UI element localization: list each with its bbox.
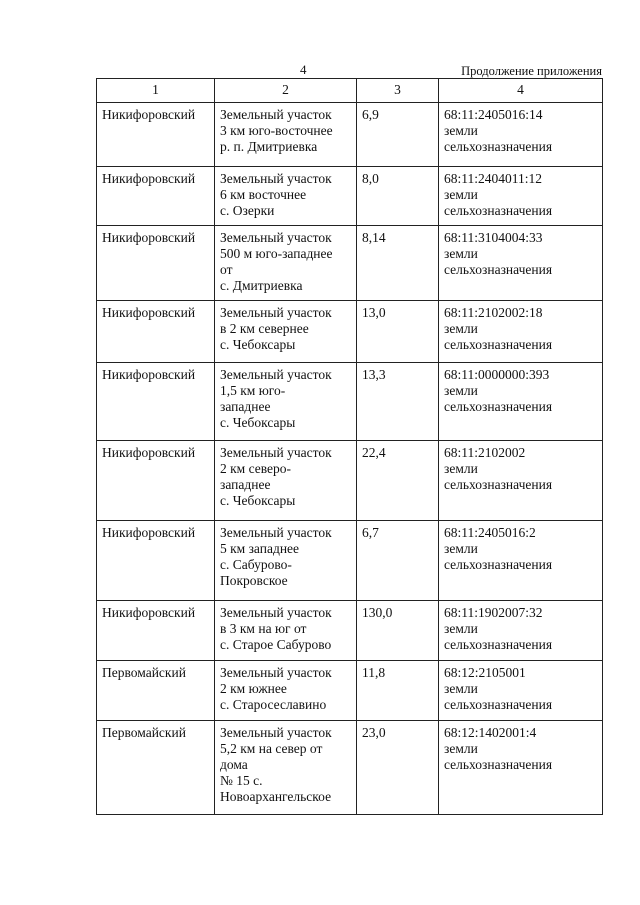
cadastral-cell (439, 601, 603, 661)
table-row (97, 301, 603, 363)
description-line: 500 м юго-западнее (220, 246, 333, 261)
description-cell (215, 363, 357, 441)
description-line: с. Чебоксары (220, 415, 296, 430)
cadastral-cell (439, 363, 603, 441)
cadastral-line: земли (444, 246, 478, 261)
description-line: Земельный участок (220, 107, 332, 122)
table-body (97, 103, 603, 815)
cadastral-line: 68:11:2102002:18 (444, 305, 543, 320)
area-cell: 8,14 (357, 226, 439, 301)
cadastral-line: земли (444, 321, 478, 336)
district-cell: Никифоровский (97, 363, 215, 441)
description-line: Новоархангельское (220, 789, 332, 804)
description-line: от (220, 262, 233, 277)
description-line: с. Сабурово- (220, 557, 292, 572)
area-cell: 11,8 (357, 661, 439, 721)
cadastral-cell (439, 226, 603, 301)
description-line: дома (220, 757, 248, 772)
cadastral-line: сельхозназначения (444, 262, 553, 277)
description-line: западнее (220, 477, 271, 492)
description-line: Земельный участок (220, 171, 332, 186)
description-line: 5,2 км на север от (220, 741, 323, 756)
area-cell: 130,0 (357, 601, 439, 661)
description-line: р. п. Дмитриевка (220, 139, 318, 154)
district-cell: Никифоровский (97, 301, 215, 363)
cadastral-line: 68:11:2405016:2 (444, 525, 536, 540)
district-cell: Никифоровский (97, 103, 215, 167)
cadastral-line: сельхозназначения (444, 203, 553, 218)
column-header-1: 1 (97, 79, 215, 103)
table-row (97, 721, 603, 815)
area-cell: 13,3 (357, 363, 439, 441)
district-cell: Первомайский (97, 661, 215, 721)
description-cell (215, 301, 357, 363)
area-cell: 13,0 (357, 301, 439, 363)
cadastral-line: земли (444, 621, 478, 636)
cadastral-line: земли (444, 383, 478, 398)
table-row (97, 601, 603, 661)
cadastral-cell (439, 301, 603, 363)
table-row (97, 103, 603, 167)
cadastral-line: 68:12:2105001 (444, 665, 526, 680)
cadastral-line: земли (444, 681, 478, 696)
description-line: с. Старосеславино (220, 697, 327, 712)
description-line: с. Чебоксары (220, 493, 296, 508)
area-cell: 8,0 (357, 167, 439, 226)
cadastral-line: сельхозназначения (444, 337, 553, 352)
description-cell (215, 521, 357, 601)
district-cell: Первомайский (97, 721, 215, 815)
cadastral-line: сельхозназначения (444, 139, 553, 154)
table-row (97, 521, 603, 601)
description-line: с. Чебоксары (220, 337, 296, 352)
description-line: Земельный участок (220, 230, 332, 245)
cadastral-line: земли (444, 461, 478, 476)
description-line: 1,5 км юго- (220, 383, 286, 398)
area-cell: 6,9 (357, 103, 439, 167)
description-line: 5 км западнее (220, 541, 300, 556)
table-row (97, 226, 603, 301)
table-row (97, 363, 603, 441)
cadastral-line: земли (444, 187, 478, 202)
description-line: 3 км юго-восточнее (220, 123, 333, 138)
description-cell (215, 167, 357, 226)
cadastral-line: 68:11:2405016:14 (444, 107, 543, 122)
table-row (97, 441, 603, 521)
description-line: с. Озерки (220, 203, 275, 218)
description-cell (215, 601, 357, 661)
district-cell: Никифоровский (97, 521, 215, 601)
table-row (97, 167, 603, 226)
cadastral-line: 68:11:0000000:393 (444, 367, 550, 382)
cadastral-line: 68:11:2102002 (444, 445, 526, 460)
description-line: № 15 с. (220, 773, 263, 788)
district-cell: Никифоровский (97, 167, 215, 226)
land-plots-table (96, 78, 603, 815)
description-line: Земельный участок (220, 367, 332, 382)
description-line: западнее (220, 399, 271, 414)
cadastral-line: 68:12:1402001:4 (444, 725, 537, 740)
description-line: Земельный участок (220, 605, 332, 620)
cadastral-line: земли (444, 123, 478, 138)
area-cell: 22,4 (357, 441, 439, 521)
cadastral-line: сельхозназначения (444, 399, 553, 414)
cadastral-cell (439, 661, 603, 721)
district-cell: Никифоровский (97, 226, 215, 301)
column-header-2: 2 (215, 79, 357, 103)
description-line: 2 км южнее (220, 681, 287, 696)
description-line: Земельный участок (220, 525, 332, 540)
description-line: в 3 км на юг от (220, 621, 307, 636)
description-line: 6 км восточнее (220, 187, 307, 202)
page-number: 4 (300, 62, 307, 77)
description-line: с. Старое Сабурово (220, 637, 332, 652)
cadastral-line: сельхозназначения (444, 637, 553, 652)
description-cell (215, 441, 357, 521)
description-cell (215, 226, 357, 301)
description-line: Земельный участок (220, 725, 332, 740)
cadastral-line: сельхозназначения (444, 557, 553, 572)
description-line: с. Дмитриевка (220, 278, 303, 293)
area-cell: 23,0 (357, 721, 439, 815)
cadastral-line: сельхозназначения (444, 697, 553, 712)
cadastral-line: 68:11:3104004:33 (444, 230, 543, 245)
cadastral-line: сельхозназначения (444, 477, 553, 492)
column-header-3: 3 (357, 79, 439, 103)
table-row (97, 661, 603, 721)
cadastral-cell (439, 103, 603, 167)
district-cell: Никифоровский (97, 601, 215, 661)
cadastral-line: 68:11:2404011:12 (444, 171, 543, 186)
cadastral-line: сельхозназначения (444, 757, 553, 772)
description-line: Земельный участок (220, 305, 332, 320)
district-cell: Никифоровский (97, 441, 215, 521)
cadastral-cell (439, 441, 603, 521)
description-line: Земельный участок (220, 665, 332, 680)
description-line: в 2 км севернее (220, 321, 309, 336)
description-line: Покровское (220, 573, 288, 588)
description-cell (215, 661, 357, 721)
description-line: 2 км северо- (220, 461, 292, 476)
continuation-label: Продолжение приложения (461, 64, 602, 78)
cadastral-cell (439, 521, 603, 601)
cadastral-line: земли (444, 541, 478, 556)
description-cell (215, 721, 357, 815)
table-header-row (97, 79, 603, 103)
cadastral-line: 68:11:1902007:32 (444, 605, 543, 620)
description-cell (215, 103, 357, 167)
cadastral-line: земли (444, 741, 478, 756)
area-cell: 6,7 (357, 521, 439, 601)
column-header-4: 4 (439, 79, 603, 103)
cadastral-cell (439, 721, 603, 815)
description-line: Земельный участок (220, 445, 332, 460)
cadastral-cell (439, 167, 603, 226)
